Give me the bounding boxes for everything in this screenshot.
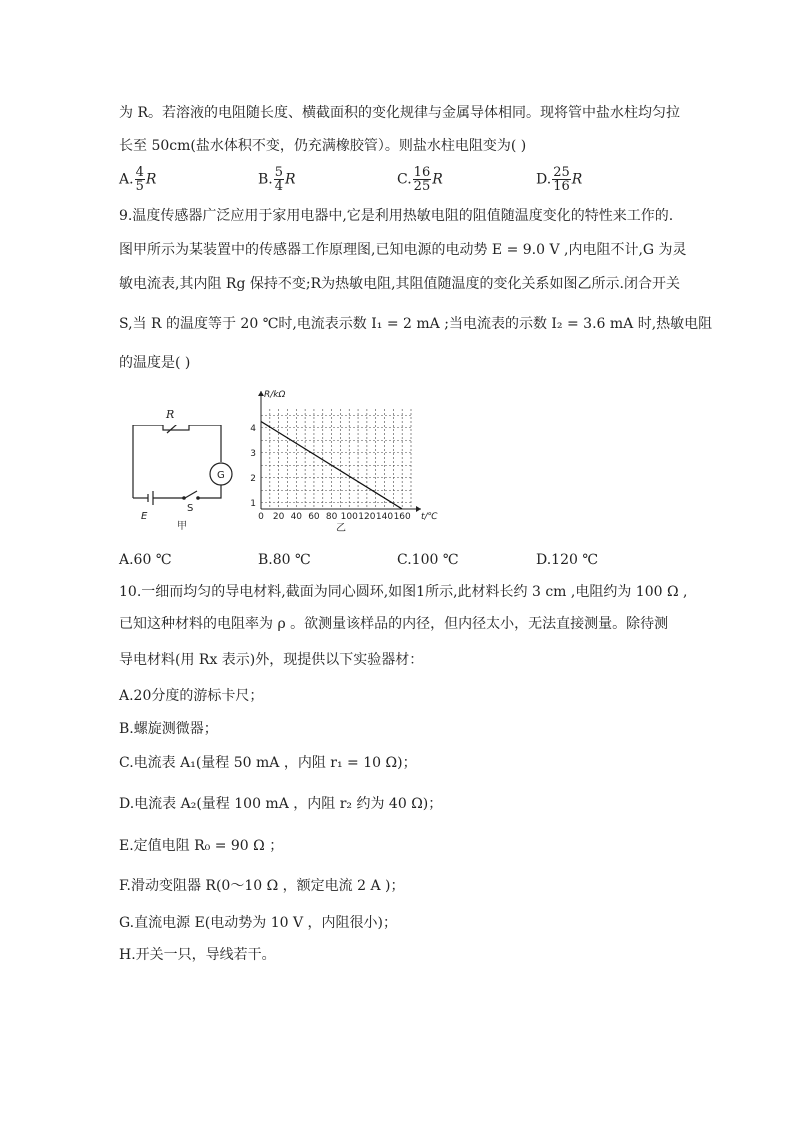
option-label: B. [258, 171, 273, 188]
option-label: C. [397, 171, 412, 188]
equipment-item-f: F.滑动变阻器 R(0～10 Ω ，额定电流 2 A )； [119, 878, 405, 894]
fraction [274, 166, 284, 193]
x-axis-label: t/℃ [421, 512, 438, 522]
fraction [135, 166, 145, 193]
x-tick-label: 160 [393, 512, 411, 522]
x-tick-label: 60 [308, 512, 320, 522]
y-axis-label: R/kΩ [264, 390, 286, 400]
q10-line-3: 导电材料(用 Rx 表示)外，现提供以下实验器材： [119, 652, 424, 668]
circuit-diagram [125, 425, 240, 530]
circuit-wire-top [133, 425, 163, 498]
switch-blade [185, 491, 197, 498]
y-tick-label: 4 [250, 423, 256, 434]
option-unit: R [145, 171, 157, 188]
fraction [552, 166, 571, 193]
q9-line-3: 敏电流表,其内阻 Rg 保持不变;R为热敏电阻,其阻值随温度的变化关系如图乙所示.闭合开关 [119, 276, 681, 292]
denominator: 5 [135, 179, 144, 194]
option-unit: R [432, 171, 443, 188]
q9-option-d: D.120 ℃ [536, 552, 599, 568]
y-tick-label: 2 [250, 473, 256, 484]
q8-option-a [119, 166, 156, 193]
q8-line-2: 长至 50cm(盐水体积不变，仍充满橡胶管）。则盐水柱电阻变为( ) [119, 138, 527, 154]
denominator: 4 [274, 179, 284, 194]
switch-contact-right [196, 496, 200, 500]
q9-option-b: B.80 ℃ [258, 552, 311, 568]
equipment-item-g: G.直流电源 E(电动势为 10 V ，内阻很小)； [119, 915, 398, 931]
numerator: 16 [413, 165, 431, 180]
equipment-item-d: D.电流表 A₂(量程 100 mA ，内阻 r₂ 约为 40 Ω)； [119, 796, 443, 812]
q9-option-a: A.60 ℃ [119, 552, 172, 568]
equipment-item-c: C.电流表 A₁(量程 50 mA ，内阻 r₁ = 10 Ω)； [119, 755, 417, 771]
option-unit: R [571, 171, 583, 188]
q8-line-1: 为 R。若溶液的电阻随长度、横截面积的变化规律与金属导体相同。现将管中盐水柱均匀拉 [119, 105, 680, 121]
y-tick-label: 3 [250, 448, 256, 459]
chart-caption: 乙 [336, 523, 346, 534]
x-tick-label: 40 [290, 512, 303, 522]
q8-option-c [397, 166, 443, 193]
q9-option-c: C.100 ℃ [397, 552, 459, 568]
numerator: 5 [274, 165, 284, 180]
option-label: A. [119, 171, 134, 188]
numerator: 25 [553, 165, 570, 180]
x-tick-label: 140 [375, 512, 394, 522]
thermistor-arrow [167, 425, 185, 433]
denominator: 16 [553, 179, 570, 194]
equipment-item-b: B.螺旋测微器； [119, 721, 218, 737]
switch-contact-left [182, 496, 186, 500]
circuit-caption: 甲 [177, 521, 187, 530]
equipment-item-h: H.开关一只，导线若干。 [119, 947, 276, 963]
x-tick-label: 0 [258, 512, 264, 522]
q8-option-d [536, 166, 582, 193]
option-label: D. [536, 171, 552, 188]
q9-line-2: 图甲所示为某装置中的传感器工作原理图,已知电源的电动势 E = 9.0 V ,内电阻不计,G 为灵 [119, 242, 687, 258]
circuit-wire-bottom-right [199, 485, 221, 498]
q8-option-b [258, 166, 296, 193]
x-tick-label: 100 [340, 512, 358, 522]
x-tick-label: 120 [358, 512, 376, 522]
circuit-wire-right [189, 425, 221, 462]
q9-line-1: 9.温度传感器广泛应用于家用电器中,它是利用热敏电阻的阻值随温度变化的特性来工作的. [119, 208, 674, 224]
x-tick-label: 20 [272, 512, 285, 522]
numerator: 4 [135, 165, 144, 180]
battery-label: E [141, 511, 148, 522]
fraction [413, 166, 432, 193]
x-tick-label: 80 [325, 512, 338, 522]
equipment-item-a: A.20分度的游标卡尺； [119, 688, 264, 704]
q10-line-2: 已知这种材料的电阻率为 ρ 。欲测量该样品的内径，但内径太小，无法直接测量。除待测 [119, 616, 669, 632]
thermistor-chart [245, 385, 445, 535]
option-unit: R [285, 171, 296, 188]
galvanometer-label: G [217, 470, 225, 481]
thermistor-label-top: R [166, 408, 175, 421]
q10-line-1: 10.一细而均匀的导电材料,截面为同心圆环,如图1所示,此材料长约 3 cm ,电阻约为 100 Ω , [119, 584, 688, 600]
denominator: 25 [413, 179, 431, 194]
y-tick-label: 1 [250, 498, 256, 509]
equipment-item-e: E.定值电阻 R₀ = 90 Ω ； [119, 838, 284, 854]
switch-label: S [187, 503, 194, 514]
q9-line-5: 的温度是( ) [119, 355, 191, 371]
q9-line-4: S,当 R 的温度等于 20 ℃时,电流表示数 I₁ = 2 mA ;当电流表的示数 I₂ = 3.6 mA 时,热敏电阻 [119, 316, 713, 332]
